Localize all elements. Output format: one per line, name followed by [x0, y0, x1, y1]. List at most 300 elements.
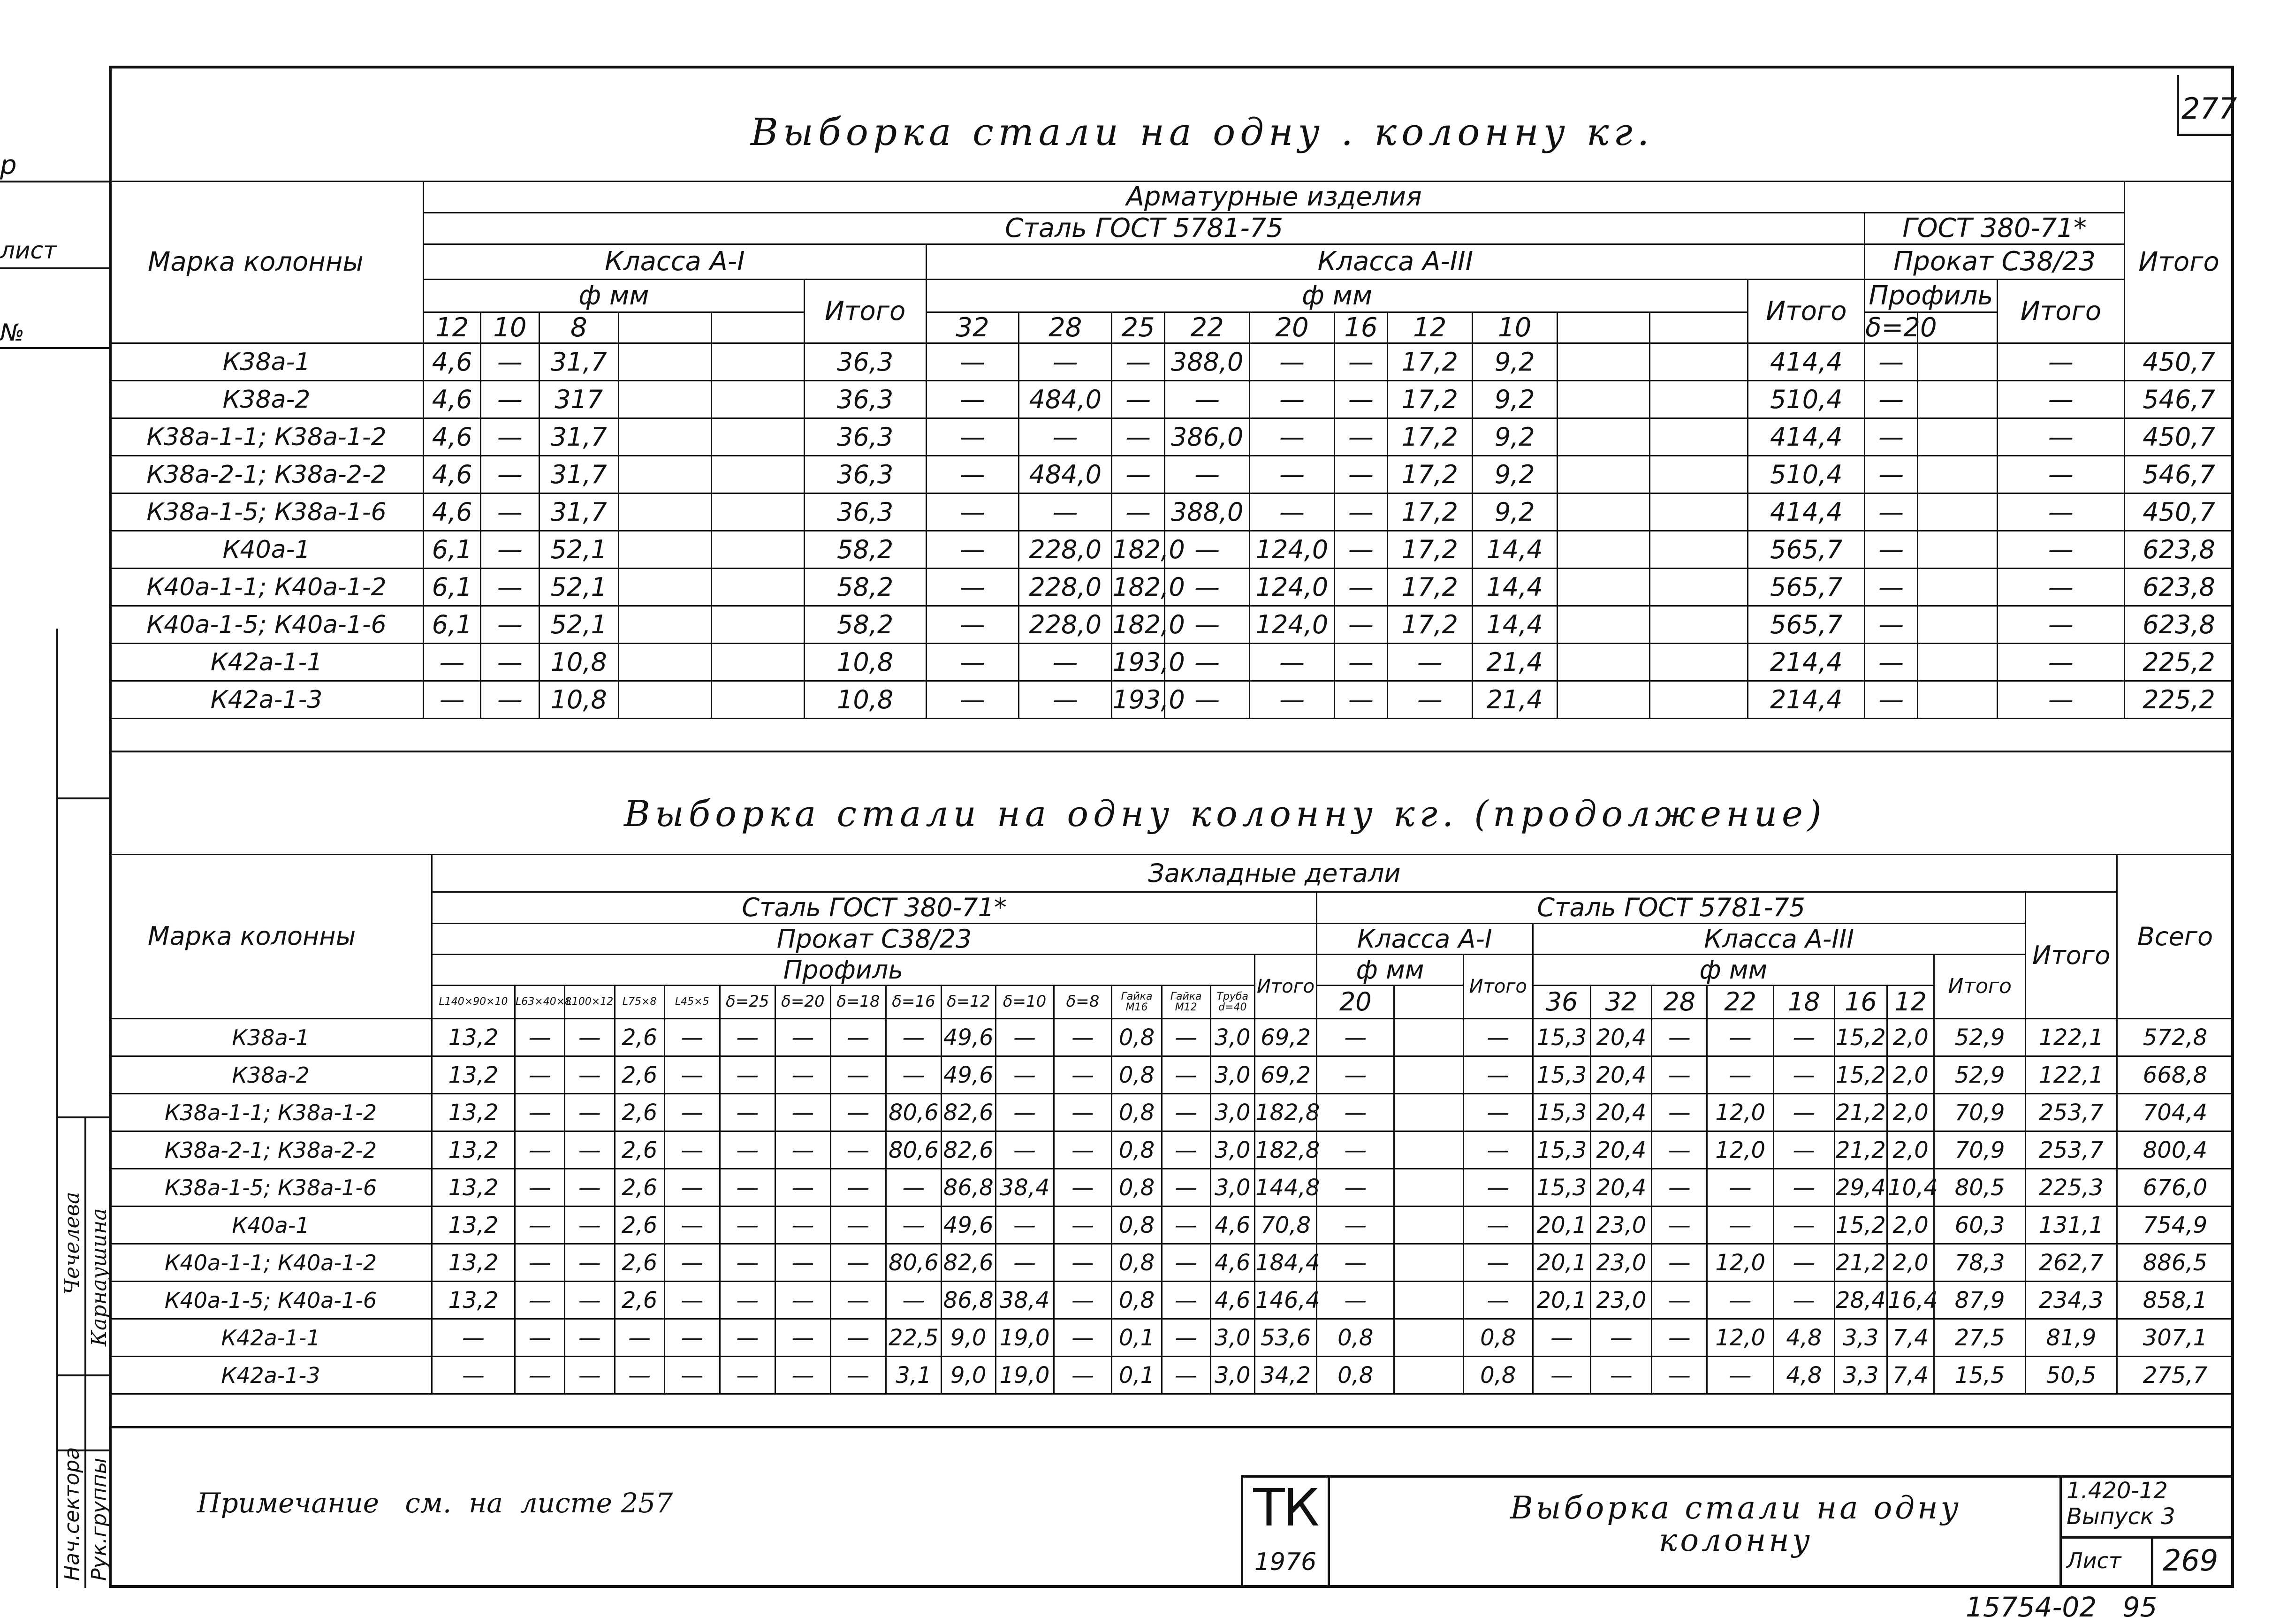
profile-label: L75×8: [615, 986, 664, 1019]
row-total: 704,4: [2117, 1094, 2233, 1131]
column-mark: К40а-1-5; К40а-1-6: [110, 606, 424, 644]
a3-value: —: [1652, 1094, 1707, 1131]
profile-value: —: [1162, 1357, 1210, 1394]
profile-value: —: [775, 1244, 830, 1282]
corner-sheet-number: 277: [2181, 91, 2237, 126]
a3-value: —: [1652, 1131, 1707, 1169]
a3-value: [1650, 456, 1748, 493]
profile-value: —: [886, 1056, 941, 1094]
profile-value: —: [775, 1131, 830, 1169]
a3-value: 9,2: [1472, 381, 1557, 418]
itogo-value: 253,7: [2026, 1131, 2117, 1169]
table1-itogo-rolled: Итого: [1997, 280, 2125, 343]
profile-value: 49,6: [941, 1207, 995, 1244]
a3-value: —: [1112, 418, 1165, 456]
profile-value: —: [830, 1169, 886, 1207]
profile-value: —: [664, 1207, 720, 1244]
a3-value: —: [1334, 418, 1387, 456]
a1-value: —: [1317, 1131, 1394, 1169]
row-total: 668,8: [2117, 1056, 2233, 1094]
series-box-divider: [2059, 1475, 2062, 1588]
column-mark: К42а-1-1: [110, 1319, 432, 1357]
a3-value: 14,4: [1472, 531, 1557, 569]
profile-value: —: [1865, 456, 1918, 493]
a3-value: —: [926, 644, 1019, 681]
side-role-2: Рук.группы: [87, 1457, 111, 1581]
profile-value: —: [664, 1131, 720, 1169]
a1-value: [619, 493, 712, 531]
a1-value: 52,1: [539, 531, 619, 569]
profile-value: 0,8: [1112, 1131, 1162, 1169]
a3-value: 2,0: [1887, 1131, 1934, 1169]
a1-value: 4,6: [424, 456, 481, 493]
profile-value: 19,0: [995, 1357, 1054, 1394]
a3-value: 182,0: [1112, 531, 1165, 569]
a3-value: —: [1165, 531, 1250, 569]
a1-value: 10,8: [539, 681, 619, 719]
a3-value: [1650, 644, 1748, 681]
a3-sum: 565,7: [1748, 531, 1865, 569]
profile-value: 3,1: [886, 1357, 941, 1394]
profile-value: 80,6: [886, 1131, 941, 1169]
table1-mark-header: Марка колонны: [110, 182, 424, 343]
itogo-value: 122,1: [2026, 1019, 2117, 1056]
left-rule-1: [0, 181, 109, 182]
table-row: [110, 1094, 2234, 1131]
profile-value: —: [1162, 1207, 1210, 1244]
a3-sum: 70,9: [1934, 1094, 2026, 1131]
a3-value: 21,2: [1834, 1094, 1887, 1131]
a3-value: 20,4: [1591, 1131, 1652, 1169]
profile-value: —: [565, 1056, 615, 1094]
a3-value: —: [1165, 381, 1250, 418]
a3-value: 12,0: [1707, 1319, 1774, 1357]
profile-value: 0,8: [1112, 1207, 1162, 1244]
a1-value: [1394, 1319, 1464, 1357]
row-total: 450,7: [2125, 493, 2234, 531]
a3-value: —: [926, 606, 1019, 644]
profile-value: —: [720, 1244, 775, 1282]
table-row: [110, 606, 2234, 644]
a3-value: —: [1334, 569, 1387, 606]
a3-sum: 510,4: [1748, 381, 1865, 418]
a1-value: 0,8: [1317, 1357, 1394, 1394]
a3-value: 17,2: [1387, 606, 1472, 644]
a3-value: [1650, 569, 1748, 606]
a3-value: 228,0: [1019, 606, 1112, 644]
table1-phi-a3: ф мм: [926, 280, 1748, 312]
tk-logo: ТК: [1253, 1478, 1318, 1538]
a1-value: —: [1317, 1282, 1394, 1319]
profile-value: 0,8: [1112, 1019, 1162, 1056]
a3-value: 7,4: [1887, 1357, 1934, 1394]
left-vertical-line: [56, 629, 58, 1588]
a3-sum: 80,5: [1934, 1169, 2026, 1207]
profile-value: —: [565, 1169, 615, 1207]
a1-sum: 36,3: [804, 381, 926, 418]
a3-value: 388,0: [1165, 493, 1250, 531]
profile-value: [1918, 644, 1998, 681]
profile-value: —: [515, 1282, 565, 1319]
profile-value: 13,2: [432, 1094, 515, 1131]
profile-value: —: [515, 1131, 565, 1169]
a1-diam: [619, 312, 712, 343]
side-name-1: Чечелева: [60, 1191, 84, 1295]
a1-sum: 36,3: [804, 343, 926, 381]
table1-class-a1-header: Класса А-I: [424, 244, 926, 280]
a3-value: [1650, 531, 1748, 569]
profile-value: —: [886, 1282, 941, 1319]
a3-value: —: [1019, 644, 1112, 681]
a3-diam: 10: [1472, 312, 1557, 343]
profile-value: 4,6: [1210, 1207, 1254, 1244]
profile-value: —: [830, 1056, 886, 1094]
footer-top-rule: [109, 1426, 2234, 1428]
a3-sum: 52,9: [1934, 1056, 2026, 1094]
profile-value: 3,0: [1210, 1094, 1254, 1131]
a3-value: —: [1112, 381, 1165, 418]
a3-diam: 12: [1387, 312, 1472, 343]
profile-value: —: [995, 1019, 1054, 1056]
series-number: 1.420-12: [2067, 1478, 2168, 1504]
profile-value: 2,6: [615, 1169, 664, 1207]
a3-value: 15,3: [1533, 1094, 1591, 1131]
table2-title: Выборка стали на одну колонну кг. (продолжение): [624, 793, 1826, 835]
a3-value: 2,0: [1887, 1019, 1934, 1056]
a3-value: 14,4: [1472, 569, 1557, 606]
a1-value: —: [481, 418, 539, 456]
a1-sum: —: [1463, 1019, 1533, 1056]
profile-value: 86,8: [941, 1169, 995, 1207]
a3-value: 21,4: [1472, 644, 1557, 681]
profile-sum: 34,2: [1254, 1357, 1316, 1394]
profile-value: 38,4: [995, 1282, 1054, 1319]
a1-value: —: [481, 343, 539, 381]
table1-armature-header: Арматурные изделия: [424, 182, 2125, 213]
a1-value: —: [1317, 1244, 1394, 1282]
profile-value: —: [1865, 606, 1918, 644]
a1-sum: 36,3: [804, 493, 926, 531]
profile-value: 49,6: [941, 1056, 995, 1094]
a3-value: 388,0: [1165, 343, 1250, 381]
profile-value: —: [886, 1207, 941, 1244]
a3-value: —: [1250, 493, 1335, 531]
a3-diam: 12: [1887, 986, 1934, 1019]
a3-value: 124,0: [1250, 569, 1335, 606]
a1-value: —: [481, 644, 539, 681]
row-total: 676,0: [2117, 1169, 2233, 1207]
profile-label: Гайка М16: [1112, 986, 1162, 1019]
profile-label: L63×40×8: [515, 986, 565, 1019]
a3-value: —: [1652, 1282, 1707, 1319]
itogo-value: 262,7: [2026, 1244, 2117, 1282]
column-mark: К40а-1: [110, 1207, 432, 1244]
table-row: [110, 1019, 2234, 1056]
profile-value: 2,6: [615, 1019, 664, 1056]
table2-steel5781-header: Сталь ГОСТ 5781-75: [1317, 892, 2026, 924]
profile-label: L140×90×10: [432, 986, 515, 1019]
a3-value: —: [1591, 1319, 1652, 1357]
profile-value: —: [615, 1357, 664, 1394]
a1-value: [619, 381, 712, 418]
row-total: 623,8: [2125, 531, 2234, 569]
a1-value: [619, 606, 712, 644]
a1-value: [619, 681, 712, 719]
a3-value: —: [1773, 1019, 1834, 1056]
profile-value: 80,6: [886, 1244, 941, 1282]
profile-value: —: [775, 1094, 830, 1131]
a3-value: 23,0: [1591, 1244, 1652, 1282]
a3-value: —: [1387, 681, 1472, 719]
a1-value: 52,1: [539, 606, 619, 644]
a3-value: 20,4: [1591, 1019, 1652, 1056]
profile-value: —: [995, 1056, 1054, 1094]
table1-rolled-header: Прокат С38/23: [1865, 244, 2125, 280]
a3-diam: 16: [1834, 986, 1887, 1019]
profile-value: —: [1162, 1244, 1210, 1282]
table2-itogo-prof: Итого: [1254, 955, 1316, 1019]
a3-value: 15,2: [1834, 1056, 1887, 1094]
tk-box-divider: [1328, 1475, 1330, 1588]
profile-value: [1918, 418, 1998, 456]
profile-value: 0,8: [1112, 1169, 1162, 1207]
a3-value: —: [1533, 1357, 1591, 1394]
a3-sum: 15,5: [1934, 1357, 2026, 1394]
a3-value: 20,4: [1591, 1094, 1652, 1131]
a3-value: 17,2: [1387, 343, 1472, 381]
profile-value: 3,0: [1210, 1169, 1254, 1207]
a3-value: [1557, 644, 1650, 681]
a3-value: 17,2: [1387, 418, 1472, 456]
a3-value: 15,2: [1834, 1019, 1887, 1056]
a3-value: 4,8: [1773, 1319, 1834, 1357]
a3-value: —: [1334, 456, 1387, 493]
profile-value: 0,8: [1112, 1244, 1162, 1282]
a1-value: [711, 418, 804, 456]
profile-value: [1918, 606, 1998, 644]
profile-sum: 70,8: [1254, 1207, 1316, 1244]
profile-value: 2,6: [615, 1244, 664, 1282]
table2-profile-header: Профиль: [432, 955, 1254, 986]
itogo-value: 234,3: [2026, 1282, 2117, 1319]
a3-diam: 20: [1250, 312, 1335, 343]
profile-value: 13,2: [432, 1019, 515, 1056]
profile-value: —: [720, 1131, 775, 1169]
profile-value: —: [1162, 1169, 1210, 1207]
table1-gost380-header: ГОСТ 380-71*: [1865, 213, 2125, 244]
table2-steel380-header: Сталь ГОСТ 380-71*: [432, 892, 1316, 924]
a1-value: [1394, 1282, 1464, 1319]
a3-value: [1650, 418, 1748, 456]
profile-value: —: [565, 1094, 615, 1131]
row-total: 225,2: [2125, 644, 2234, 681]
column-mark: К38а-1: [110, 343, 424, 381]
profile-value: —: [664, 1056, 720, 1094]
table-row: [110, 569, 2234, 606]
table2-class-a3-header: Класса А-III: [1533, 924, 2026, 955]
a3-value: —: [1250, 456, 1335, 493]
a3-value: —: [1707, 1169, 1774, 1207]
a3-sum: 27,5: [1934, 1319, 2026, 1357]
tk-year: 1976: [1254, 1548, 1317, 1576]
profile-value: [1918, 531, 1998, 569]
profile-value: 82,6: [941, 1244, 995, 1282]
a3-diam: 22: [1165, 312, 1250, 343]
itogo-value: 253,7: [2026, 1094, 2117, 1131]
profile-value: —: [995, 1207, 1054, 1244]
a3-value: [1650, 493, 1748, 531]
a3-value: 2,0: [1887, 1094, 1934, 1131]
a3-value: —: [1334, 381, 1387, 418]
profile-value: —: [886, 1169, 941, 1207]
a3-diam: 18: [1773, 986, 1834, 1019]
a3-value: —: [1250, 418, 1335, 456]
profile-value: —: [1865, 493, 1918, 531]
profile-sum: —: [1997, 531, 2125, 569]
a1-value: [1394, 1169, 1464, 1207]
table-row: [110, 1169, 2234, 1207]
a1-sum: —: [1463, 1244, 1533, 1282]
profile-value: —: [775, 1319, 830, 1357]
profile-value: 82,6: [941, 1094, 995, 1131]
itogo-value: 225,3: [2026, 1169, 2117, 1207]
itogo-value: 131,1: [2026, 1207, 2117, 1244]
a1-value: 31,7: [539, 493, 619, 531]
a1-sum: —: [1463, 1282, 1533, 1319]
a3-sum: 510,4: [1748, 456, 1865, 493]
profile-value: —: [720, 1019, 775, 1056]
table1-total-header: Итого: [2125, 182, 2234, 343]
a1-diam: 10: [481, 312, 539, 343]
a3-value: —: [926, 569, 1019, 606]
left-rule-4: [56, 797, 109, 799]
profile-value: —: [565, 1131, 615, 1169]
profile-value: —: [565, 1319, 615, 1357]
a3-value: [1650, 381, 1748, 418]
a1-value: —: [481, 681, 539, 719]
a1-sum: —: [1463, 1094, 1533, 1131]
a1-value: [1394, 1094, 1464, 1131]
row-total: 886,5: [2117, 1244, 2233, 1282]
table2-class-a1-header: Класса А-I: [1317, 924, 1533, 955]
a3-value: [1650, 343, 1748, 381]
profile-value: —: [1162, 1056, 1210, 1094]
a3-value: 15,3: [1533, 1056, 1591, 1094]
column-mark: К40а-1-1; К40а-1-2: [110, 1244, 432, 1282]
profile-label: L100×12: [565, 986, 615, 1019]
profile-value: —: [1054, 1282, 1112, 1319]
profile-value: —: [830, 1094, 886, 1131]
sheet-divider: [2151, 1536, 2153, 1588]
table-row: [110, 681, 2234, 719]
a1-value: 31,7: [539, 418, 619, 456]
profile-value: 38,4: [995, 1169, 1054, 1207]
steel-table-armature: [109, 181, 2234, 719]
a3-sum: 414,4: [1748, 493, 1865, 531]
steel-table-embedded: [109, 854, 2234, 1395]
profile-value: —: [995, 1094, 1054, 1131]
profile-sum: 146,4: [1254, 1282, 1316, 1319]
a3-value: —: [1773, 1131, 1834, 1169]
profile-sum: 144,8: [1254, 1169, 1316, 1207]
footer-note: Примечание см. на листе 257: [197, 1487, 673, 1519]
table1-profile-header: Профиль: [1865, 280, 1998, 312]
a1-value: [711, 681, 804, 719]
profile-value: 2,6: [615, 1094, 664, 1131]
table2-itogo-a3: Итого: [1934, 955, 2026, 1019]
a1-value: [711, 569, 804, 606]
a1-value: [1394, 1244, 1464, 1282]
row-total: 546,7: [2125, 381, 2234, 418]
row-total: 225,2: [2125, 681, 2234, 719]
a3-value: 20,4: [1591, 1056, 1652, 1094]
a3-value: 3,3: [1834, 1357, 1887, 1394]
a3-value: [1557, 531, 1650, 569]
table-row: [110, 1319, 2234, 1357]
left-label-r: р: [0, 150, 17, 181]
a1-value: —: [481, 493, 539, 531]
a3-value: —: [1773, 1094, 1834, 1131]
doc-title: Выборка стали на одну колонну: [1510, 1490, 1961, 1559]
a3-diam: 22: [1707, 986, 1774, 1019]
profile-value: [1918, 681, 1998, 719]
profile-value: 13,2: [432, 1056, 515, 1094]
a1-value: —: [1317, 1169, 1394, 1207]
a3-value: —: [926, 381, 1019, 418]
a3-value: —: [926, 681, 1019, 719]
profile-sum: —: [1997, 381, 2125, 418]
table1-itogo-a1: Итого: [804, 280, 926, 343]
profile-value: —: [515, 1244, 565, 1282]
a1-value: —: [1317, 1056, 1394, 1094]
profile-value: —: [1054, 1169, 1112, 1207]
a3-sum: 60,3: [1934, 1207, 2026, 1244]
a1-value: [619, 531, 712, 569]
a1-value: —: [424, 681, 481, 719]
a3-value: —: [1773, 1207, 1834, 1244]
a3-value: 23,0: [1591, 1282, 1652, 1319]
a3-value: —: [1334, 606, 1387, 644]
profile-value: —: [664, 1319, 720, 1357]
table-row: [110, 381, 2234, 418]
a3-value: —: [1652, 1357, 1707, 1394]
a1-value: —: [481, 531, 539, 569]
row-total: 450,7: [2125, 418, 2234, 456]
a3-diam: 32: [1591, 986, 1652, 1019]
profile-label: δ=18: [830, 986, 886, 1019]
profile-value: —: [775, 1282, 830, 1319]
a3-value: 228,0: [1019, 531, 1112, 569]
a1-sum: 0,8: [1463, 1319, 1533, 1357]
column-mark: К38а-1: [110, 1019, 432, 1056]
a3-value: —: [1165, 456, 1250, 493]
a3-value: —: [1112, 343, 1165, 381]
a3-value: —: [1652, 1244, 1707, 1282]
a3-value: 182,0: [1112, 569, 1165, 606]
profile-value: 9,0: [941, 1319, 995, 1357]
a3-value: —: [1387, 644, 1472, 681]
table-row: [110, 493, 2234, 531]
a3-sum: 52,9: [1934, 1019, 2026, 1056]
a3-value: [1557, 381, 1650, 418]
a3-value: —: [1250, 381, 1335, 418]
a3-value: —: [1165, 681, 1250, 719]
profile-value: —: [830, 1207, 886, 1244]
profile-value: 2,6: [615, 1282, 664, 1319]
profile-value: —: [1162, 1131, 1210, 1169]
row-total: 572,8: [2117, 1019, 2233, 1056]
a1-value: [1394, 1056, 1464, 1094]
